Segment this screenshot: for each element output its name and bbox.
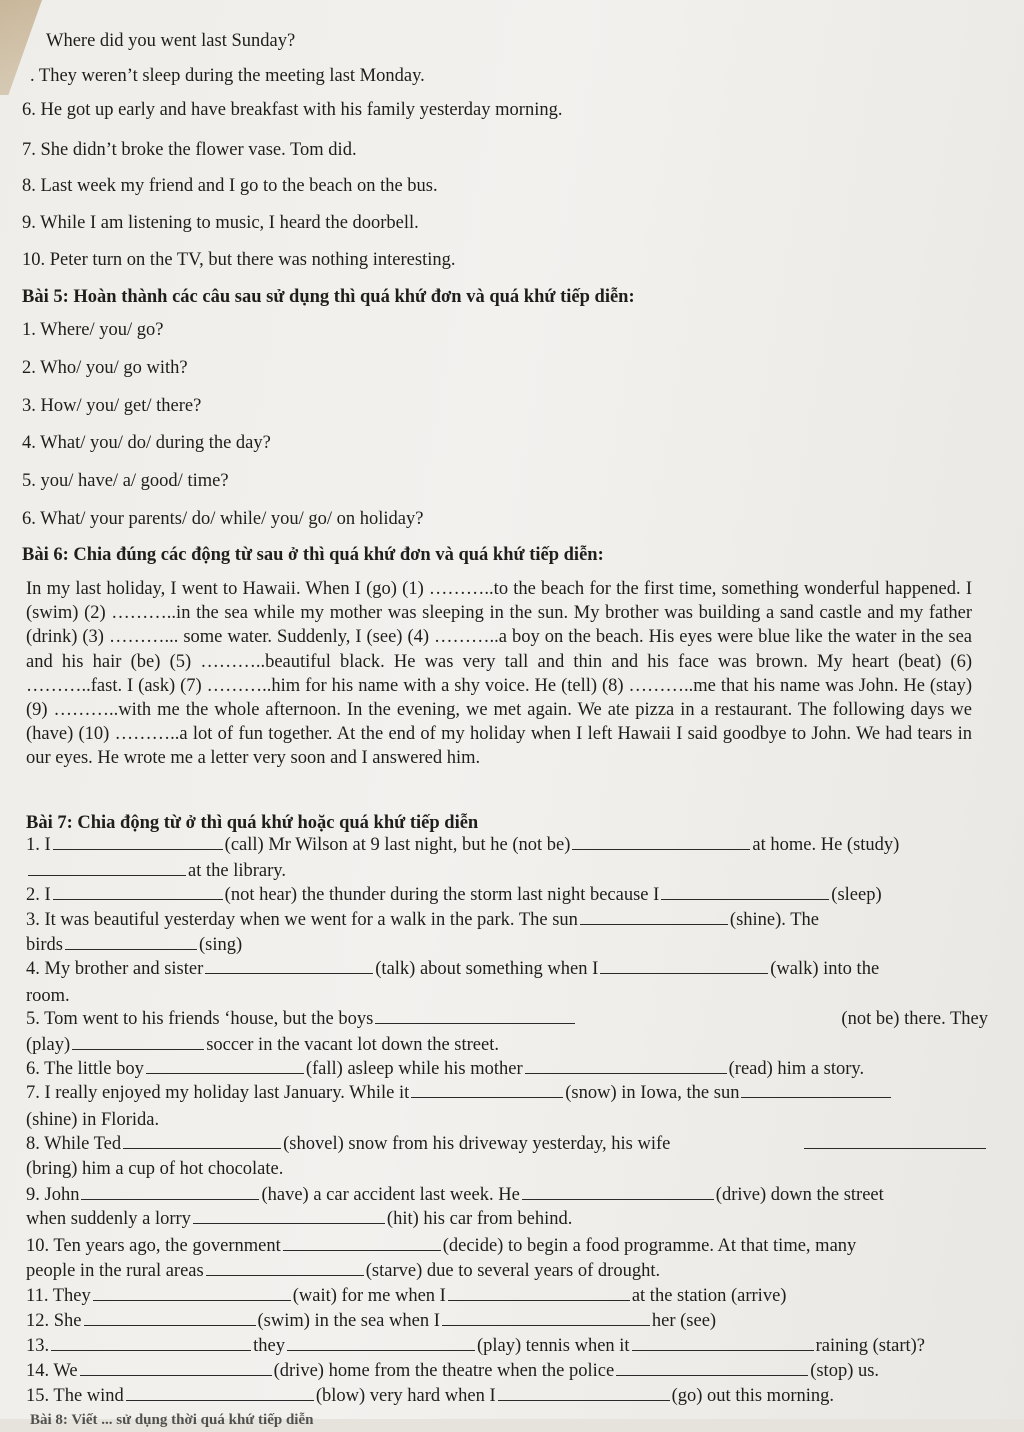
- answer-blank[interactable]: [411, 1081, 563, 1098]
- sentence-6: 6. He got up early and have breakfast with his family yesterday morning.: [22, 100, 563, 120]
- answer-blank[interactable]: [84, 1309, 256, 1326]
- bai7-item-4-cont: room.: [26, 986, 70, 1006]
- sentence-8: 8. Last week my friend and I go to the beach on the bus.: [22, 176, 438, 196]
- bai6-heading: Bài 6: Chia đúng các động từ sau ở thì quá khứ đơn và quá khứ tiếp diễn:: [22, 545, 604, 565]
- bai7-item-1: 1. I (call) Mr Wilson at 9 last night, but he (not be) at home. He (study): [26, 835, 900, 855]
- bai7-item-6: 6. The little boy (fall) asleep while his mother (read) him a story.: [26, 1059, 865, 1079]
- answer-blank[interactable]: [572, 833, 750, 850]
- bai7-item-3: 3. It was beautiful yesterday when we went for a walk in the park. The sun (shine). The: [26, 910, 819, 930]
- bai7-heading: Bài 7: Chia động từ ở thì quá khứ hoặc quá khứ tiếp diễn: [26, 813, 479, 833]
- answer-blank[interactable]: [525, 1057, 727, 1074]
- bai7-item-14: 14. We (drive) home from the theatre when the police (stop) us.: [26, 1361, 880, 1381]
- answer-blank[interactable]: [580, 908, 728, 925]
- answer-blank[interactable]: [81, 1183, 259, 1200]
- answer-blank[interactable]: [448, 1284, 630, 1301]
- sentence-7: 7. She didn’t broke the flower vase. Tom did.: [22, 140, 357, 160]
- bai7-item-5-cont: (play) soccer in the vacant lot down the street.: [26, 1035, 499, 1055]
- answer-blank[interactable]: [632, 1334, 814, 1351]
- answer-blank[interactable]: [123, 1132, 281, 1149]
- bai7-item-9: 9. John (have) a car accident last week. He (drive) down the street: [26, 1185, 884, 1205]
- bai5-item-1: 1. Where/ you/ go?: [22, 320, 164, 340]
- answer-blank[interactable]: [661, 883, 829, 900]
- answer-blank[interactable]: [193, 1207, 385, 1224]
- answer-blank[interactable]: [51, 1334, 251, 1351]
- answer-blank[interactable]: [206, 1259, 364, 1276]
- answer-blank[interactable]: [53, 833, 223, 850]
- sentence-4: Where did you went last Sunday?: [46, 31, 296, 51]
- bai7-item-4: 4. My brother and sister (talk) about something when I (walk) into the: [26, 959, 880, 979]
- bai7-item-5: 5. Tom went to his friends ‘house, but the boys (not be) there. They: [26, 1009, 988, 1029]
- bai7-item-7-cont: (shine) in Florida.: [26, 1110, 160, 1130]
- bai7-item-1-cont: at the library.: [26, 859, 988, 883]
- bai6-paragraph: In my last holiday, I went to Hawaii. When I (go) (1) ………..to the beach for the first time, something wonderful happened. I (swim) (2) ………..in the sea while my mother was sleeping in the sun. My brother was building a sand castle and my father (drink) (3) ………... some water. Suddenly, I (see) (4) ………..a boy on the beach. His eyes were blue like the water in the sea and his hair (be) (5) ………..beautiful black. He was very tall and thin and his face was brown. My heart (beat) (6) ………..fast. I (ask) (7) ………..him for his name with a shy voice. He (tell) (8) ………..me that his name was John. He (stay) (9) ………..with me the whole afternoon. In the evening, we met again. We ate pizza in a restaurant. The following days we (have) (10) ………..a lot of fun together. At the end of my holiday when I left Hawaii I said goodbye to John. We had tears in our eyes. He wrote me a letter very soon and I answered him.: [26, 579, 972, 769]
- bai7-item-10: 10. Ten years ago, the government (decide) to begin a food programme. At that time, many: [26, 1236, 857, 1256]
- bai7-item-13: 13. they (play) tennis when it raining (start)?: [26, 1336, 925, 1356]
- bai7-item-7: 7. I really enjoyed my holiday last January. While it (snow) in Iowa, the sun: [26, 1081, 988, 1105]
- answer-blank[interactable]: [498, 1384, 670, 1401]
- bai7-item-8-cont: (bring) him a cup of hot chocolate.: [26, 1159, 284, 1179]
- sentence-9: 9. While I am listening to music, I heard the doorbell.: [22, 213, 419, 233]
- bai8-heading-cutoff: Bài 8: Viết ... sử dụng thời quá khứ tiếp diễn: [30, 1412, 314, 1428]
- sentence-10: 10. Peter turn on the TV, but there was nothing interesting.: [22, 250, 456, 270]
- answer-blank[interactable]: [80, 1359, 272, 1376]
- bai7-item-11: 11. They (wait) for me when I at the station (arrive): [26, 1286, 787, 1306]
- bai5-item-3: 3. How/ you/ get/ there?: [22, 396, 202, 416]
- answer-blank[interactable]: [93, 1284, 291, 1301]
- bai7-item-10-cont: people in the rural areas (starve) due to several years of drought.: [26, 1261, 661, 1281]
- bai5-item-4: 4. What/ you/ do/ during the day?: [22, 433, 271, 453]
- sentence-5: . They weren’t sleep during the meeting last Monday.: [30, 66, 425, 86]
- answer-blank[interactable]: [146, 1057, 304, 1074]
- bai5-item-5: 5. you/ have/ a/ good/ time?: [22, 471, 229, 491]
- answer-blank[interactable]: [72, 1033, 204, 1050]
- answer-blank[interactable]: [287, 1334, 475, 1351]
- bai7-item-3-cont: birds (sing): [26, 935, 243, 955]
- answer-blank[interactable]: [804, 1132, 986, 1149]
- answer-blank[interactable]: [126, 1384, 314, 1401]
- answer-blank[interactable]: [205, 957, 373, 974]
- bai5-item-6: 6. What/ your parents/ do/ while/ you/ go/ on holiday?: [22, 509, 424, 529]
- answer-blank[interactable]: [65, 933, 197, 950]
- bai7-item-8: 8. While Ted (shovel) snow from his driveway yesterday, his wife: [26, 1132, 988, 1156]
- answer-blank[interactable]: [600, 957, 768, 974]
- answer-blank[interactable]: [28, 859, 186, 876]
- bai7-item-9-cont: when suddenly a lorry (hit) his car from behind.: [26, 1209, 573, 1229]
- answer-blank[interactable]: [741, 1081, 891, 1098]
- answer-blank[interactable]: [442, 1309, 650, 1326]
- answer-blank[interactable]: [522, 1183, 714, 1200]
- answer-blank[interactable]: [53, 883, 223, 900]
- bai7-item-2: 2. I (not hear) the thunder during the storm last night because I (sleep): [26, 885, 882, 905]
- answer-blank[interactable]: [283, 1234, 441, 1251]
- bai7-item-12: 12. She (swim) in the sea when I her (see): [26, 1311, 717, 1331]
- answer-blank[interactable]: [375, 1007, 575, 1024]
- bai7-item-15: 15. The wind (blow) very hard when I (go) out this morning.: [26, 1386, 834, 1406]
- answer-blank[interactable]: [616, 1359, 808, 1376]
- bai5-item-2: 2. Who/ you/ go with?: [22, 358, 188, 378]
- bai5-heading: Bài 5: Hoàn thành các câu sau sử dụng thì quá khứ đơn và quá khứ tiếp diễn:: [22, 287, 635, 307]
